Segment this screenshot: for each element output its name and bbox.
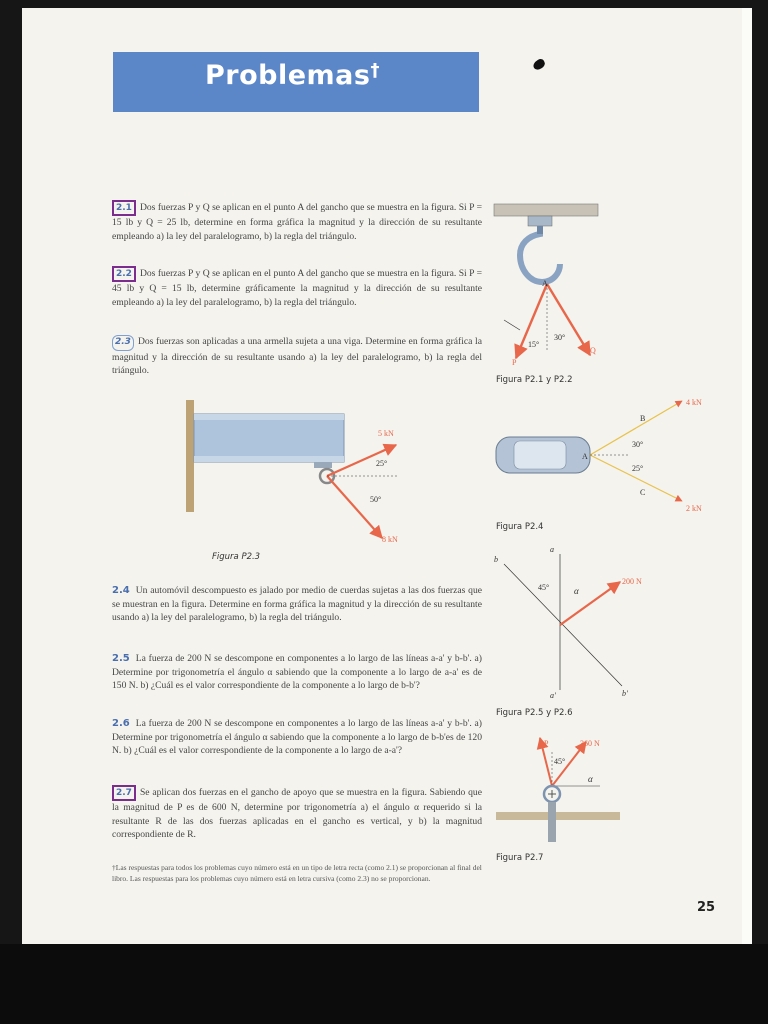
angle-label: 30° — [632, 440, 644, 449]
problem-text: La fuerza de 200 N se descompone en componentes a lo largo de las líneas a-a' y b-b'. a) Determine por trigonometría el ángulo α sabiendo que la componente a lo largo de a-a' es de 150 N. b) ¿Cuál es el valor correspondiente de la componente a lo largo de b-b'? — [112, 653, 482, 691]
footnote: †Las respuestas para todos los problemas cuyo número está en un tipo de letra recta (como 2.1) se proporcionan al final del libro. Las respuestas para los problemas cuyo número está en letra cursiva (como 2.3) no se proporcionan. — [112, 863, 482, 883]
figure-caption: Figura P2.4 — [496, 522, 544, 532]
figure-caption: Figura P2.5 y P2.6 — [496, 708, 573, 718]
figure-caption: Figura P2.3 — [212, 552, 261, 562]
force-label: 4 kN — [686, 398, 702, 407]
figure-caption: Figura P2.7 — [496, 853, 544, 863]
force-label: 8 kN — [382, 535, 398, 544]
problem-text: Un automóvil descompuesto es jalado por medio de cuerdas sujetas a las dos fuerzas que se muestran en la figura. Determine en forma gráfica la magnitud y la dirección de su resultante usando a) la ley del paralelogramo, b) la regla del triángulo. — [112, 585, 482, 623]
force-label: 5 kN — [378, 429, 394, 438]
section-title: Problemas† — [205, 60, 380, 91]
problem-number: 2.1 — [112, 200, 136, 216]
angle-label: α — [574, 586, 579, 596]
problem-2-5 — [112, 652, 482, 693]
figure-car — [490, 395, 710, 515]
line-label: b — [494, 555, 498, 564]
rope-label: B — [640, 414, 646, 423]
line-label: b' — [622, 689, 628, 698]
force-label: P — [544, 739, 549, 748]
angle-label: 45° — [538, 583, 550, 592]
point-label: A — [542, 279, 548, 288]
problem-2-7 — [112, 785, 482, 842]
angle-label: 25° — [376, 459, 388, 468]
problem-number: 2.5 — [112, 653, 130, 664]
force-label: 200 N — [622, 577, 642, 586]
line-label: a — [550, 545, 554, 554]
problem-2-4 — [112, 584, 482, 625]
problem-text: Se aplican dos fuerzas en el gancho de apoyo que se muestra en la figura. Sabiendo que la magnitud de P es de 600 N, determine por trigonometría a) el ángulo α requerido si la resultante R de las dos fuerzas aplicadas en el gancho es vertical, y b) la magnitud correspondiente de R. — [112, 787, 482, 840]
figure-beam — [186, 400, 416, 550]
footnote-marker: † — [370, 60, 380, 81]
problem-text: Dos fuerzas son aplicadas a una armella sujeta a una viga. Determine en forma gráfica la magnitud y la dirección de su resultante usando a) la ley del paralelogramo, b) la regla del triángulo. — [112, 336, 482, 376]
problem-number: 2.7 — [112, 785, 136, 801]
line-label: a' — [550, 691, 556, 700]
problem-text: La fuerza de 200 N se descompone en componentes a lo largo de las líneas a-a' y b-b'. a) Determine por trigonometría el ángulo α sabiendo que la componente a lo largo de b-b'es de 120 N. b) ¿Cuál es el valor correspondiente de la componente a lo largo de a-a'? — [112, 718, 482, 756]
figure-lines — [490, 540, 650, 710]
problem-number: 2.2 — [112, 266, 136, 282]
problem-number: 2.6 — [112, 718, 130, 729]
angle-label: 15° — [528, 340, 540, 349]
rope-label: C — [640, 488, 646, 497]
problem-number: 2.4 — [112, 585, 130, 596]
problem-number: 2.3 — [112, 335, 134, 351]
figure-hook — [490, 200, 610, 370]
problem-2-6 — [112, 717, 482, 758]
figure-support-hook — [490, 732, 650, 852]
background-shadow — [0, 944, 768, 1024]
angle-label: 25° — [632, 464, 644, 473]
angle-label: 50° — [370, 495, 382, 504]
figure-caption: Figura P2.1 y P2.2 — [496, 375, 573, 385]
problem-text: Dos fuerzas P y Q se aplican en el punto A del gancho que se muestra en la figura. Si P = 45 lb y Q = 15 lb, determine gráficamente la magnitud y la dirección de su resultante empleando a) la ley del paralelogramo, b) la regla del triángulo. — [112, 268, 482, 308]
problem-2-1 — [112, 200, 482, 243]
page-number: 25 — [697, 900, 716, 915]
angle-label: 45° — [554, 757, 566, 766]
angle-label: α — [588, 774, 593, 784]
force-label: Q — [590, 346, 596, 355]
problem-text: Dos fuerzas P y Q se aplican en el punto A del gancho que se muestra en la figura. Si P = 15 lb y Q = 25 lb, determine en forma gráfica la magnitud y la dirección de su resultante empleando a) la ley del paralelogramo, b) la regla del triángulo. — [112, 202, 482, 242]
force-label: 360 N — [580, 739, 600, 748]
problem-2-2 — [112, 266, 482, 309]
force-label: 2 kN — [686, 504, 702, 513]
force-label: P — [512, 358, 517, 367]
point-label: A — [582, 452, 588, 461]
problem-2-3 — [112, 335, 482, 378]
angle-label: 30° — [554, 333, 566, 342]
page-edge — [742, 8, 752, 944]
